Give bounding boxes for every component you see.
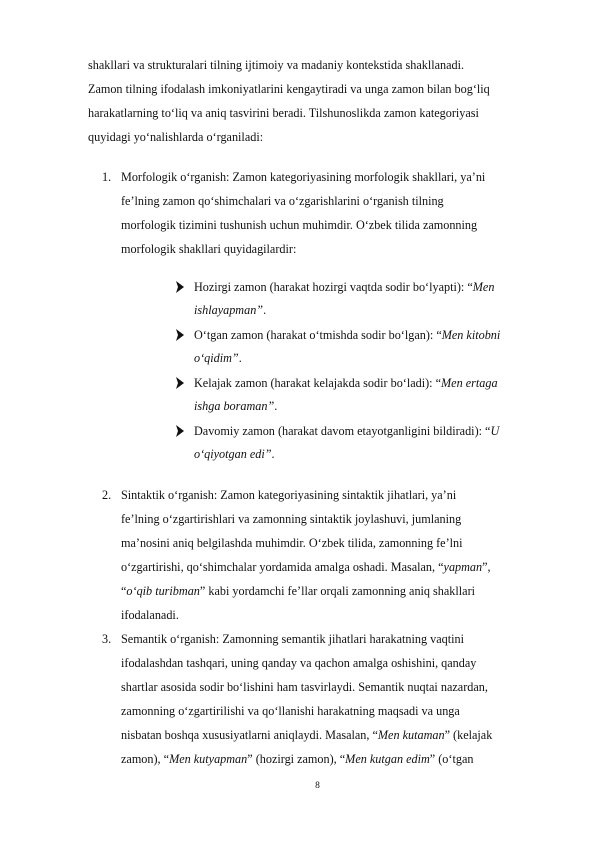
arrow-bullet-icon xyxy=(175,329,185,341)
list-item-line: Morfologik o‘rganish: Zamon kategoriyasining morfologik shakllari, ya’ni xyxy=(121,170,486,184)
list-item-line: ma’nosini aniq belgilashda muhimdir. O‘zbek tilida, zamonning fe’lni xyxy=(121,536,463,550)
list-item-line: ifodalashdan tashqari, uning qanday va qachon amalga oshishini, qanday xyxy=(121,656,477,670)
sub-item-line: ishlayapman”. xyxy=(194,303,267,317)
sub-item-line: O‘tgan zamon (harakat o‘tmishda sodir bo‘lgan): “Men kitobni xyxy=(194,328,501,342)
list-item-line: ifodalanadi. xyxy=(121,608,179,622)
list-item-line: morfologik tizimini tushunish uchun muhimdir. O‘zbek tilida zamonning xyxy=(121,218,478,232)
sub-item-line: o‘qiyotgan edi”. xyxy=(194,447,275,461)
intro-line: quyidagi yo‘nalishlarda o‘rganiladi: xyxy=(88,130,264,144)
arrow-bullet-icon xyxy=(175,377,185,389)
list-item-line: zamon), “Men kutyapman” (hozirgi zamon), “Men kutgan edim” (o‘tgan xyxy=(121,752,474,766)
list-item-line: “o‘qib turibman” kabi yordamchi fe’llar orqali zamonning aniq shakllari xyxy=(121,584,476,598)
list-item-line: nisbatan boshqa xususiyatlarni aniqlaydi. Masalan, “Men kutaman” (kelajak xyxy=(121,728,493,742)
list-item-line: Sintaktik o‘rganish: Zamon kategoriyasining sintaktik jihatlari, ya’ni xyxy=(121,488,457,502)
list-number: 1. xyxy=(102,170,112,184)
list-item-line: o‘zgartirishi, qo‘shimchalar yordamida amalga oshadi. Masalan, “yapman”, xyxy=(121,560,491,574)
list-item-line: shartlar asosida sodir bo‘lishini ham tasvirlaydi. Semantik nuqtai nazardan, xyxy=(121,680,488,694)
arrow-bullet-icon xyxy=(175,281,185,293)
list-item-line: zamonning o‘zgartirilishi va qo‘llanishi harakatning maqsadi va unga xyxy=(121,704,460,718)
sub-item-line: ishga boraman”. xyxy=(194,399,278,413)
list-item-line: fe’lning o‘zgartirishlari va zamonning sintaktik joylashuvi, jumlaning xyxy=(121,512,462,526)
arrow-bullet-icon xyxy=(175,425,185,437)
intro-line: shakllari va strukturalari tilning ijtimoiy va madaniy kontekstida shakllanadi. xyxy=(88,58,465,72)
sub-item-line: o‘qidim”. xyxy=(194,351,242,365)
intro-line: harakatlarning to‘liq va aniq tasvirini beradi. Tilshunoslikda zamon kategoriyasi xyxy=(88,106,479,120)
intro-line: Zamon tilning ifodalash imkoniyatlarini kengaytiradi va unga zamon bilan bog‘liq xyxy=(88,82,490,96)
page-number: 8 xyxy=(315,781,320,791)
list-number: 3. xyxy=(102,632,112,646)
sub-item-line: Davomiy zamon (harakat davom etayotganligini bildiradi): “U xyxy=(194,424,500,438)
list-item-line: Semantik o‘rganish: Zamonning semantik jihatlari harakatning vaqtini xyxy=(121,632,464,646)
sub-item-line: Kelajak zamon (harakat kelajakda sodir bo‘ladi): “Men ertaga xyxy=(194,376,498,390)
list-item-line: fe’lning zamon qo‘shimchalari va o‘zgarishlarini o‘rganish tilning xyxy=(121,194,444,208)
list-item-line: morfologik shakllari quyidagilardir: xyxy=(121,242,297,256)
sub-item-line: Hozirgi zamon (harakat hozirgi vaqtda sodir bo‘lyapti): “Men xyxy=(194,280,495,294)
list-number: 2. xyxy=(102,488,112,502)
